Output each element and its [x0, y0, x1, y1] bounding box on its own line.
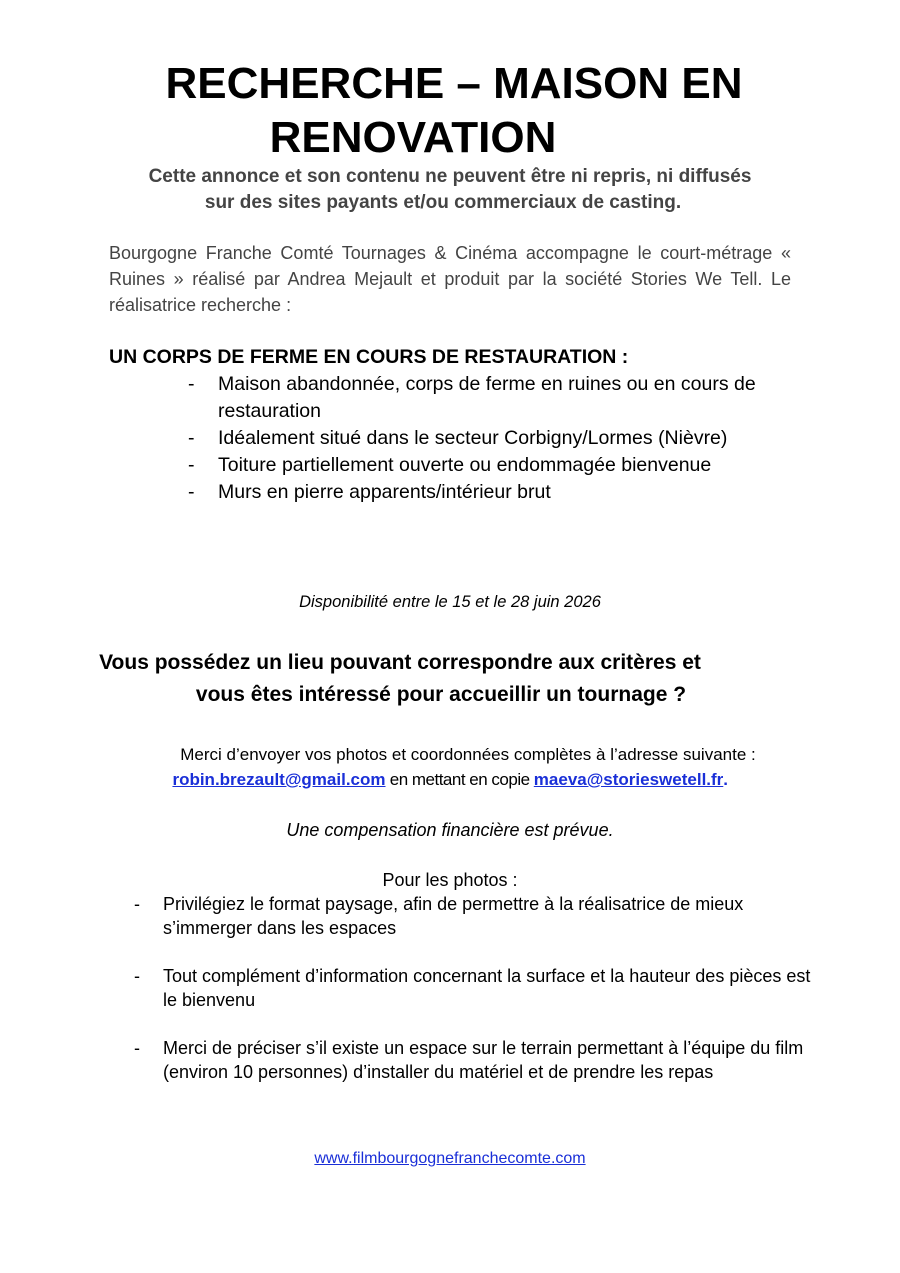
bullet-dash: - — [134, 1038, 140, 1058]
availability-text: Disponibilité entre le 15 et le 28 juin 2026 — [299, 593, 601, 611]
bullet-dash: - — [188, 427, 195, 449]
compensation-text: Une compensation financière est prévue. — [286, 820, 614, 840]
question-line-1: Vous possédez un lieu pouvant correspondre aux critères et — [99, 651, 701, 674]
list-item: - Privilégiez le format paysage, afin de permettre à la réalisatrice de mieux s’immerger dans les espaces — [134, 894, 744, 938]
contact-line: Merci d’envoyer vos photos et coordonnées complètes à l’adresse suivante : — [180, 745, 756, 764]
search-criteria-list — [188, 371, 788, 506]
notice-line-2: sur des sites payants et/ou commerciaux de casting. — [204, 192, 682, 213]
contact-instructions — [0, 742, 900, 792]
photos-label: Pour les photos : — [382, 870, 518, 890]
bullet-dash: - — [188, 454, 195, 476]
title-line-1: RECHERCHE – MAISON EN — [165, 59, 743, 108]
list-item: - Tout complément d’information concernant la surface et la hauteur des pièces est le bienvenu — [134, 966, 811, 1010]
list-item: - Murs en pierre apparents/intérieur brut — [188, 479, 788, 506]
notice-line-1: Cette annonce et son contenu ne peuvent être ni repris, ni diffusés — [148, 166, 752, 187]
question-line-2: vous êtes intéressé pour accueillir un tournage ? — [195, 683, 687, 706]
notice — [60, 164, 840, 216]
bullet-dash: - — [188, 373, 195, 395]
website-link[interactable]: www.filmbourgognefranchecomte.com — [314, 1150, 586, 1167]
title-line-2: RENOVATION — [269, 113, 557, 162]
email-link-maeva[interactable]: maeva@storieswetell.fr — [533, 770, 724, 789]
photo-guidelines-list — [134, 892, 814, 1108]
email-link-robin[interactable]: robin.brezault@gmail.com — [172, 770, 386, 789]
call-to-action — [60, 647, 840, 711]
search-heading: UN CORPS DE FERME EN COURS DE RESTAURATION : — [109, 346, 629, 368]
bullet-dash: - — [134, 894, 140, 914]
list-item: - Maison abandonnée, corps de ferme en ruines ou en cours de restauration — [188, 373, 756, 422]
bullet-dash: - — [134, 966, 140, 986]
intro-paragraph: Bourgogne Franche Comté Tournages & Cinéma accompagne le court-métrage « Ruines » réalisé par Andrea Mejault et produit par la société Stories We Tell. Le réalisatrice recherche : — [109, 243, 791, 315]
list-item: - Idéalement situé dans le secteur Corbigny/Lormes (Nièvre) — [188, 425, 788, 452]
contact-emails: robin.brezault@gmail.com en mettant en copie maeva@storieswetell.fr. — [172, 770, 728, 789]
bullet-dash: - — [188, 481, 195, 503]
list-item: - Merci de préciser s’il existe un espace sur le terrain permettant à l’équipe du film (environ 10 personnes) d’installer du matériel et de prendre les repas — [134, 1038, 804, 1082]
page-title — [0, 57, 900, 165]
list-item: - Toiture partiellement ouverte ou endommagée bienvenue — [188, 452, 788, 479]
footer-website — [0, 1148, 900, 1170]
